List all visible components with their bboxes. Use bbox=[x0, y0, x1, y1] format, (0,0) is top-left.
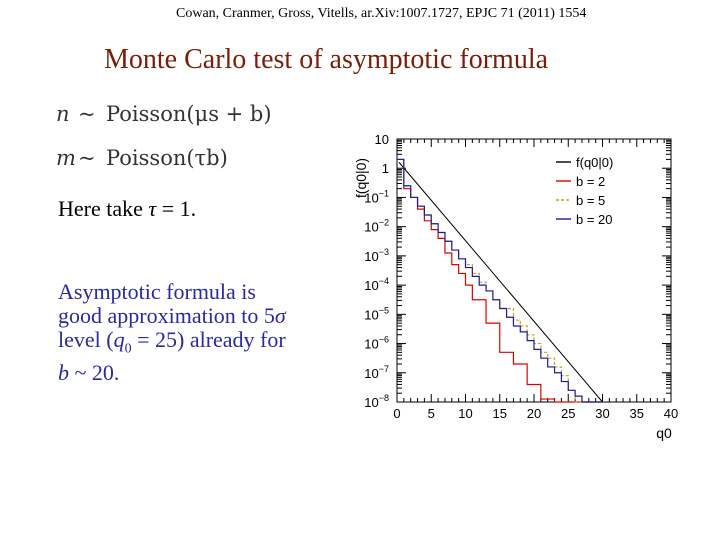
y-tick-label: $10^{-1}$ bbox=[364, 188, 389, 206]
y-tick-label: 10 bbox=[374, 132, 389, 147]
note-line-1: Asymptotic formula is bbox=[58, 279, 256, 304]
formula-lhs: m bbox=[56, 146, 76, 170]
x-tick-label: 20 bbox=[526, 406, 542, 421]
note-text: = 25) already for bbox=[131, 327, 286, 352]
x-tick-labels bbox=[393, 406, 678, 421]
tau-statement bbox=[58, 196, 196, 222]
formula-m bbox=[56, 146, 228, 170]
axis-ticks bbox=[397, 139, 671, 402]
y-tick-label: $10^{-8}$ bbox=[364, 393, 389, 410]
formula-lhs: n bbox=[56, 102, 70, 126]
legend-label: b = 5 bbox=[576, 193, 606, 208]
mc-distribution-chart bbox=[340, 126, 690, 456]
tau-post: = 1. bbox=[156, 196, 197, 221]
tau-symbol: τ bbox=[148, 196, 157, 221]
note-b: b bbox=[58, 360, 69, 386]
formula-rhs: Poisson(μs + b) bbox=[106, 102, 272, 126]
y-tick-label: 1 bbox=[381, 161, 389, 177]
legend-label: f(q0|0) bbox=[576, 155, 614, 170]
plot-border bbox=[397, 139, 671, 402]
x-tick-label: 15 bbox=[492, 406, 507, 421]
note-q: q bbox=[113, 327, 125, 352]
note-text: good approximation to 5 bbox=[58, 303, 275, 328]
y-tick-label: $10^{-6}$ bbox=[364, 334, 389, 352]
x-tick-label: 40 bbox=[663, 406, 679, 421]
slide-title: Monte Carlo test of asymptotic formula bbox=[104, 44, 549, 75]
tau-pre: Here take bbox=[58, 196, 149, 221]
y-tick-label: $10^{-2}$ bbox=[364, 217, 389, 235]
chart-legend bbox=[556, 155, 613, 227]
note-sigma: σ bbox=[274, 303, 286, 328]
note-line-4 bbox=[58, 361, 328, 385]
plot-frame bbox=[397, 139, 671, 402]
note-text: level ( bbox=[58, 327, 114, 352]
y-tick-label: $10^{-5}$ bbox=[364, 305, 389, 323]
asymptotic-note bbox=[58, 280, 328, 385]
x-tick-label: 35 bbox=[629, 406, 644, 421]
x-tick-label: 0 bbox=[393, 406, 401, 421]
note-text: ~ 20. bbox=[69, 360, 120, 386]
x-tick-label: 5 bbox=[427, 406, 435, 421]
y-tick-label: $10^{-4}$ bbox=[364, 276, 389, 294]
citation-header: Cowan, Cranmer, Gross, Vitells, ar.Xiv:1007.1727, EPJC 71 (2011) 1554 bbox=[176, 6, 587, 21]
note-line-2 bbox=[58, 304, 328, 328]
formula-n bbox=[56, 102, 272, 126]
y-axis-title: f(q0|0) bbox=[353, 157, 369, 199]
y-tick-label: $10^{-7}$ bbox=[364, 363, 389, 381]
formula-relation: ~ bbox=[78, 102, 96, 126]
legend-label: b = 2 bbox=[576, 174, 606, 189]
formula-rhs: Poisson(τb) bbox=[106, 146, 228, 170]
y-tick-label: $10^{-3}$ bbox=[364, 246, 389, 264]
x-tick-label: 25 bbox=[561, 406, 576, 421]
plot-series bbox=[397, 159, 606, 402]
note-q-sub: 0 bbox=[124, 341, 132, 357]
series-asymptotic-line bbox=[399, 162, 602, 402]
note-line-3 bbox=[58, 328, 328, 361]
formula-relation: ~ bbox=[78, 146, 96, 170]
legend-label: b = 20 bbox=[576, 212, 613, 227]
x-tick-label: 10 bbox=[458, 406, 473, 421]
x-axis-title: q0 bbox=[656, 425, 672, 441]
x-tick-label: 30 bbox=[595, 406, 610, 421]
